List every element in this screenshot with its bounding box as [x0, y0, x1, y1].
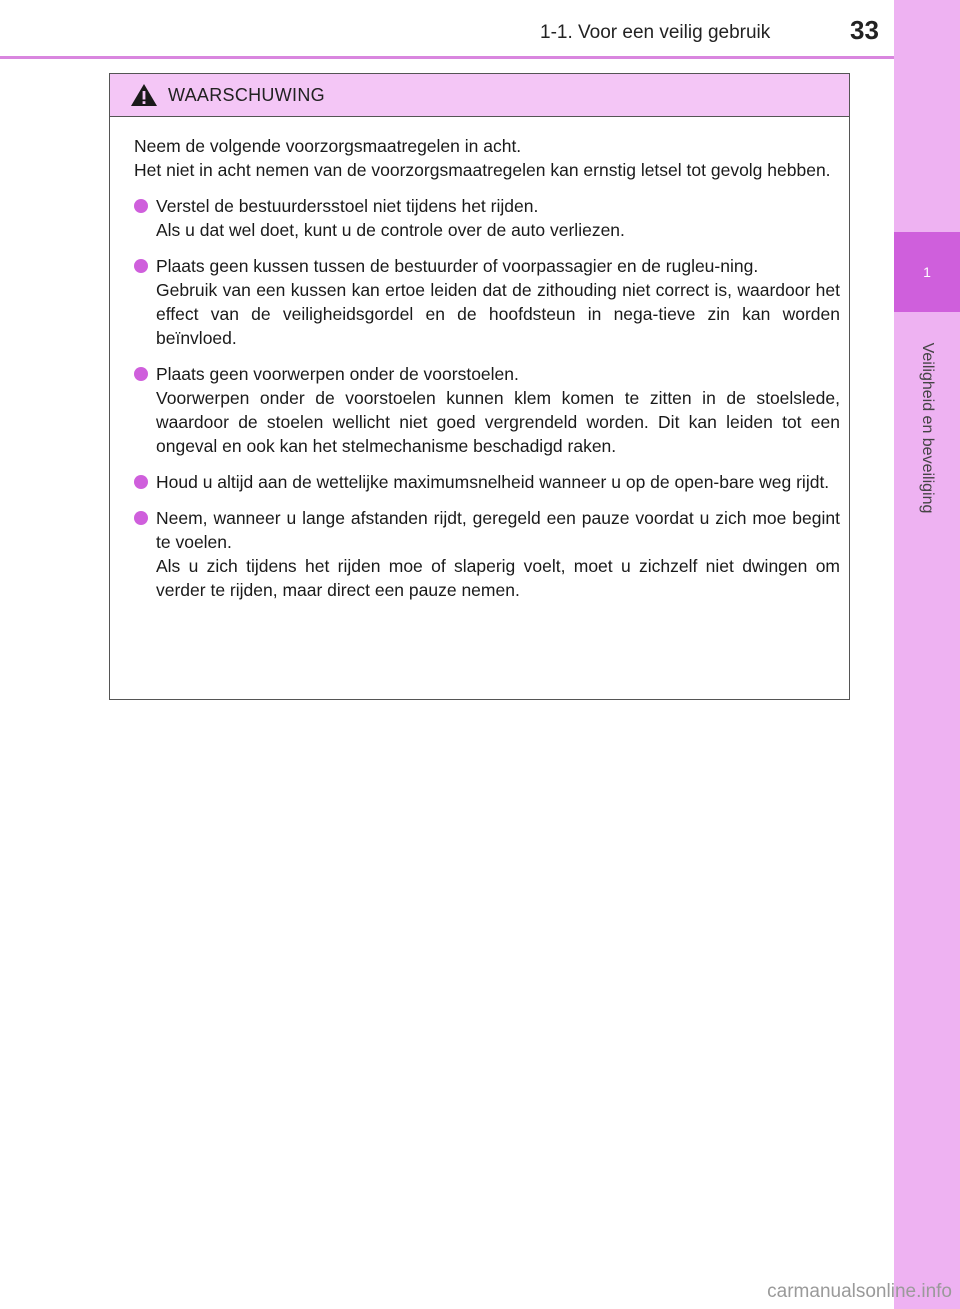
watermark[interactable]: carmanualsonline.info [767, 1281, 952, 1302]
item-detail: Als u zich tijdens het rijden moe of slaperig voelt, moet u zichzelf niet dwingen om verder te rijden, maar direct een pauze nemen. [156, 556, 840, 600]
list-item [134, 362, 840, 458]
warning-title: WAARSCHUWING [168, 84, 325, 105]
side-tab [894, 0, 960, 1309]
list-item [134, 254, 840, 350]
intro-line: Neem de volgende voorzorgsmaatregelen in acht. [134, 136, 522, 156]
warning-triangle-icon [130, 83, 158, 107]
page-number: 33 [850, 15, 879, 45]
item-heading: Houd u altijd aan de wettelijke maximumsnelheid wanneer u op de open-bare weg rijdt. [156, 472, 830, 492]
bullet-icon [134, 199, 148, 213]
warning-intro [134, 134, 840, 182]
item-heading: Verstel de bestuurdersstoel niet tijdens het rijden. [156, 196, 539, 216]
chapter-number-tab[interactable]: 1 [894, 232, 960, 312]
item-detail: Voorwerpen onder de voorstoelen kunnen klem komen te zitten in de stoelslede, waardoor de stoelen wellicht niet goed vergrendeld worden. Dit kan leiden tot een ongeval en ook kan het stelmechanisme beschadigd raken. [156, 388, 840, 456]
chapter-label: Veiligheid en beveiliging [919, 342, 936, 514]
bullet-icon [134, 475, 148, 489]
item-heading: Plaats geen voorwerpen onder de voorstoelen. [156, 364, 519, 384]
section-title: 1-1. Voor een veilig gebruik [540, 22, 771, 43]
bullet-icon [134, 259, 148, 273]
item-heading: Plaats geen kussen tussen de bestuurder of voorpassagier en de rugleu-ning. [156, 256, 759, 276]
bullet-icon [134, 511, 148, 525]
list-item [134, 194, 840, 242]
item-detail: Als u dat wel doet, kunt u de controle over de auto verliezen. [156, 220, 625, 240]
warning-box [109, 73, 850, 700]
warning-header [110, 74, 849, 117]
warning-list [134, 194, 840, 602]
header-divider [0, 56, 894, 59]
item-detail: Gebruik van een kussen kan ertoe leiden dat de zithouding niet correct is, waardoor het effect van de veiligheidsgordel en de hoofdsteun in nega-tieve zin kan worden beïnvloed. [156, 280, 840, 348]
list-item [134, 506, 840, 602]
list-item [134, 470, 840, 494]
warning-body [110, 117, 849, 602]
item-heading: Neem, wanneer u lange afstanden rijdt, geregeld een pauze voordat u zich moe begint te voelen. [156, 508, 840, 552]
bullet-icon [134, 367, 148, 381]
intro-line: Het niet in acht nemen van de voorzorgsmaatregelen kan ernstig letsel tot gevolg hebben. [134, 160, 831, 180]
